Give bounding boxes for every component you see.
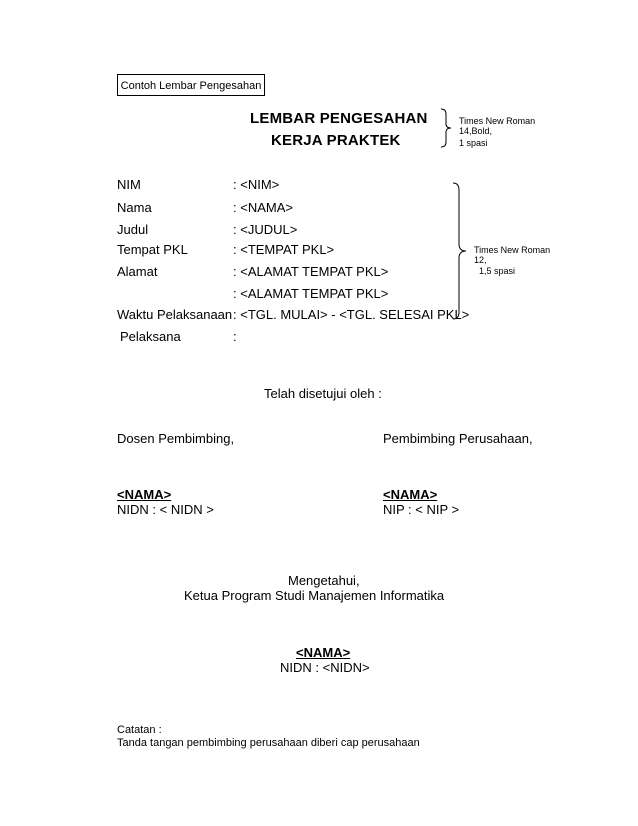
fields-brace-icon [452,182,468,320]
title-note-line-2: 14,Bold, [459,126,493,136]
signer-left-id: NIDN : < NIDN > [117,502,214,517]
note-text: Tanda tangan pembimbing perusahaan diberi cap perusahaan [117,737,420,749]
field-value-tempat-pkl: : <TEMPAT PKL> [233,242,335,257]
field-value-alamat-2: : <ALAMAT TEMPAT PKL> [233,286,389,301]
field-label-nama: Nama [117,200,152,215]
signer-left-name: <NAMA> [117,487,172,502]
acknowledge-id: NIDN : <NIDN> [280,660,370,675]
field-value-nim: : <NIM> [233,177,280,192]
field-value-waktu-pelaksanaan: : <TGL. MULAI> - <TGL. SELESAI PKL> [233,307,470,322]
field-label-nim: NIM [117,177,141,192]
fields-note-line-1: Times New Roman [474,245,551,255]
field-value-judul: : <JUDUL> [233,222,298,237]
field-label-tempat-pkl: Tempat PKL [117,242,188,257]
signer-right-role: Pembimbing Perusahaan, [383,431,533,446]
fields-note-line-3: 1,5 spasi [479,266,516,276]
acknowledge-line-1: Mengetahui, [288,573,360,588]
title-note-line-3: 1 spasi [459,138,488,148]
field-value-pelaksana: : [233,329,237,344]
signer-left-role: Dosen Pembimbing, [117,431,235,446]
fields-note-line-2: 12, [474,255,487,265]
field-label-waktu-pelaksanaan: Waktu Pelaksanaan [117,307,233,322]
field-value-nama: : <NAMA> [233,200,293,215]
signer-right-id: NIP : < NIP > [383,502,460,517]
field-value-alamat: : <ALAMAT TEMPAT PKL> [233,264,389,279]
title-line-1: LEMBAR PENGESAHAN [250,110,428,127]
acknowledge-name: <NAMA> [296,645,351,660]
title-brace-icon [440,108,454,148]
title-line-2: KERJA PRAKTEK [271,132,401,149]
acknowledge-line-2: Ketua Program Studi Manajemen Informatika [184,588,445,603]
title-note-line-1: Times New Roman [459,116,536,126]
field-label-pelaksana: Pelaksana [120,329,181,344]
sample-label-box: Contoh Lembar Pengesahan [117,74,265,96]
signer-right-name: <NAMA> [383,487,438,502]
field-label-alamat: Alamat [117,264,158,279]
field-label-judul: Judul [117,222,149,237]
note-heading: Catatan : [117,724,162,736]
approved-by-text: Telah disetujui oleh : [264,386,382,401]
